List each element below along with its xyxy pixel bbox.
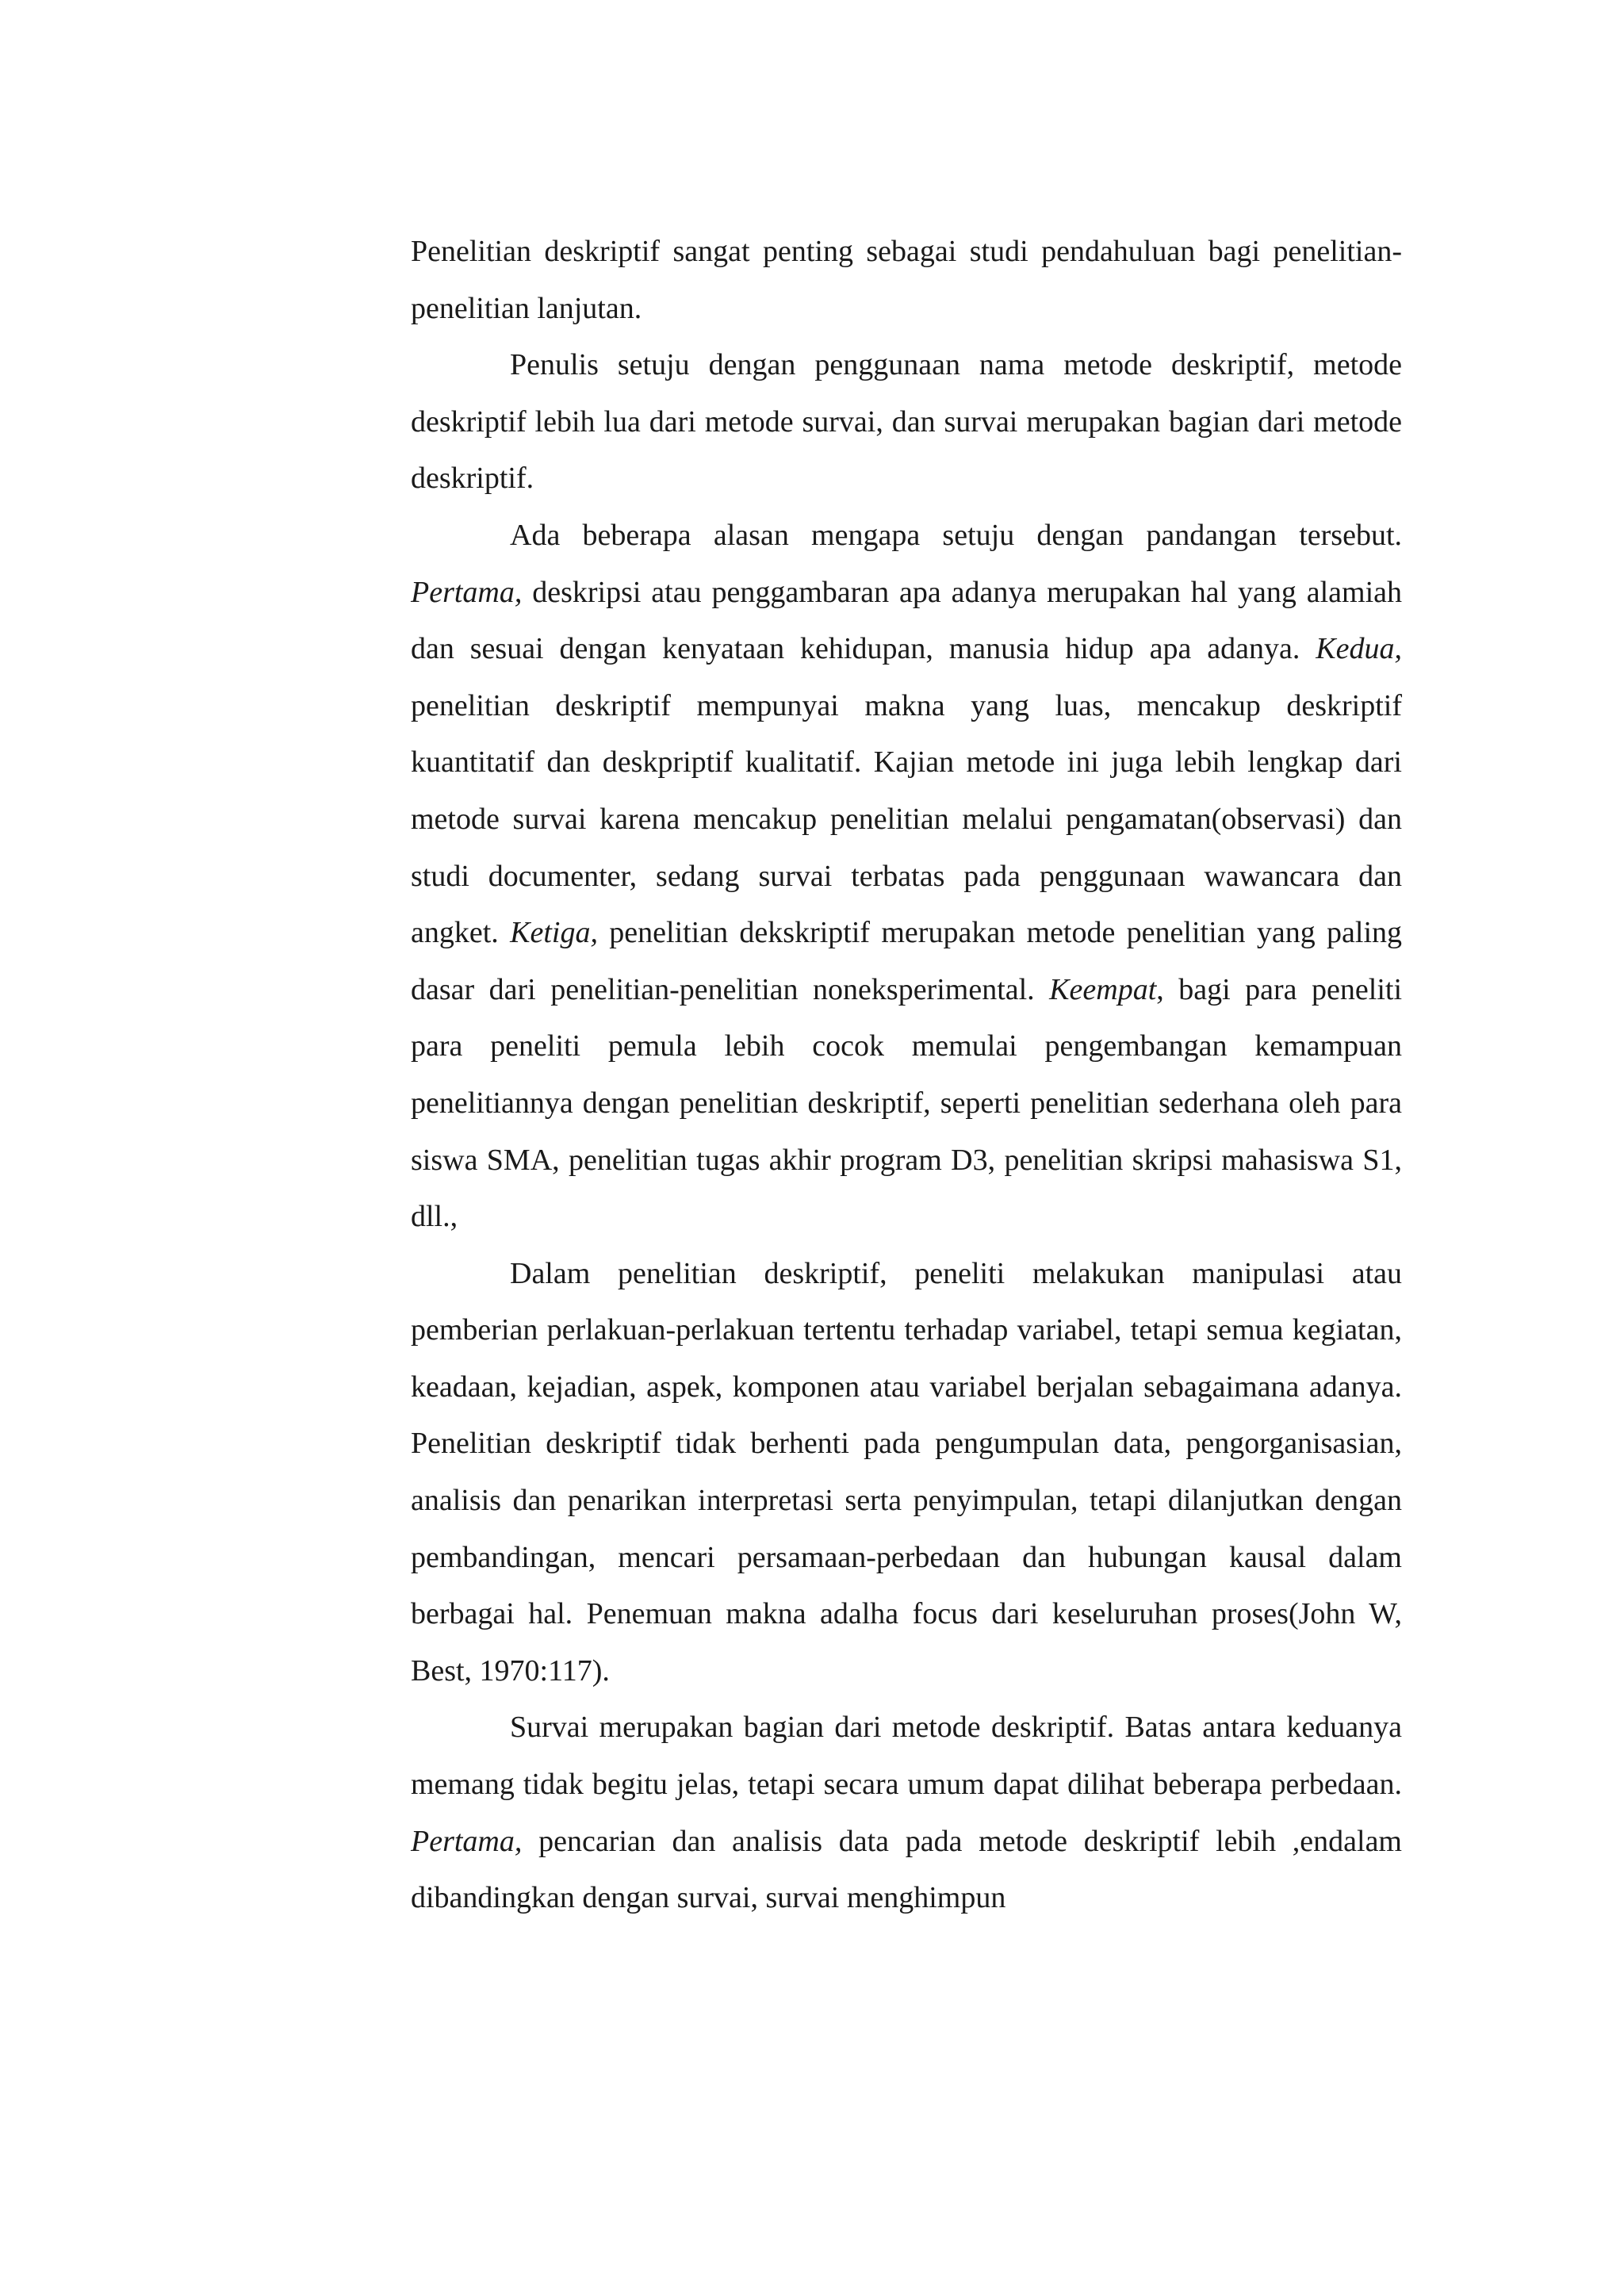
italic-term-keempat: Keempat	[1049, 972, 1157, 1006]
italic-term-kedua: Kedua,	[1316, 632, 1402, 666]
paragraph-2-text: Penulis setuju dengan penggunaan nama metode deskriptif, metode deskriptif lebih lua dari metode survai, dan survai merupakan bagian dari metode deskriptif.	[411, 348, 1402, 496]
paragraph-3-text: , bagi para peneliti para peneliti pemula lebih cocok memulai pengembangan kemampuan penelitiannya dengan penelitian deskriptif, seperti penelitian sederhana oleh para siswa SMA, penelitian tugas akhir program D3, penelitian skripsi mahasiswa S1, dll.,	[411, 972, 1402, 1234]
italic-term-pertama: Pertama,	[411, 575, 523, 609]
paragraph-3-text: deskripsi atau penggambaran apa adanya merupakan hal yang alamiah dan sesuai dengan kenyataan kehidupan, manusia hidup apa adanya.	[411, 575, 1402, 666]
paragraph-3-text: Ada beberapa alasan mengapa setuju dengan pandangan tersebut.	[510, 518, 1402, 552]
paragraph-3-text: penelitian deskriptif mempunyai makna yang luas, mencakup deskriptif kuantitatif dan deskpriptif kualitatif. Kajian metode ini juga lebih lengkap dari metode survai karena mencakup penelitian melalui pengamatan(observasi) dan studi documenter, sedang survai terbatas pada penggunaan wawancara dan angket.	[411, 688, 1402, 950]
paragraph-2	[411, 337, 1402, 508]
paragraph-1-text: Penelitian deskriptif sangat penting sebagai studi pendahuluan bagi penelitian-penelitian lanjutan.	[411, 235, 1402, 325]
paragraph-1	[411, 224, 1402, 337]
italic-term-ketiga: Ketiga,	[510, 916, 598, 950]
paragraph-5-text: pencarian dan analisis data pada metode deskriptif lebih ,endalam dibandingkan dengan survai, survai menghimpun	[411, 1824, 1402, 1915]
paragraph-5	[411, 1699, 1402, 1926]
paragraph-3	[411, 508, 1402, 1246]
paragraph-4-text: Dalam penelitian deskriptif, peneliti melakukan manipulasi atau pemberian perlakuan-perlakuan tertentu terhadap variabel, tetapi semua kegiatan, keadaan, kejadian, aspek, komponen atau variabel berjalan sebagaimana adanya. Penelitian deskriptif tidak berhenti pada pengumpulan data, pengorganisasian, analisis dan penarikan interpretasi serta penyimpulan, tetapi dilanjutkan dengan pembandingan, mencari persamaan-perbedaan dan hubungan kausal dalam berbagai hal. Penemuan makna adalha focus dari keseluruhan proses(John W, Best, 1970:117).	[411, 1256, 1402, 1688]
paragraph-3-text: penelitian dekskriptif merupakan metode penelitian yang paling dasar dari penelitian-penelitian noneksperimental.	[411, 916, 1402, 1006]
paragraph-4	[411, 1246, 1402, 1700]
document-page	[411, 224, 1402, 1927]
italic-term-pertama: Pertama,	[411, 1824, 523, 1858]
paragraph-5-text: Survai merupakan bagian dari metode deskriptif. Batas antara keduanya memang tidak begitu jelas, tetapi secara umum dapat dilihat beberapa perbedaan.	[411, 1711, 1402, 1802]
